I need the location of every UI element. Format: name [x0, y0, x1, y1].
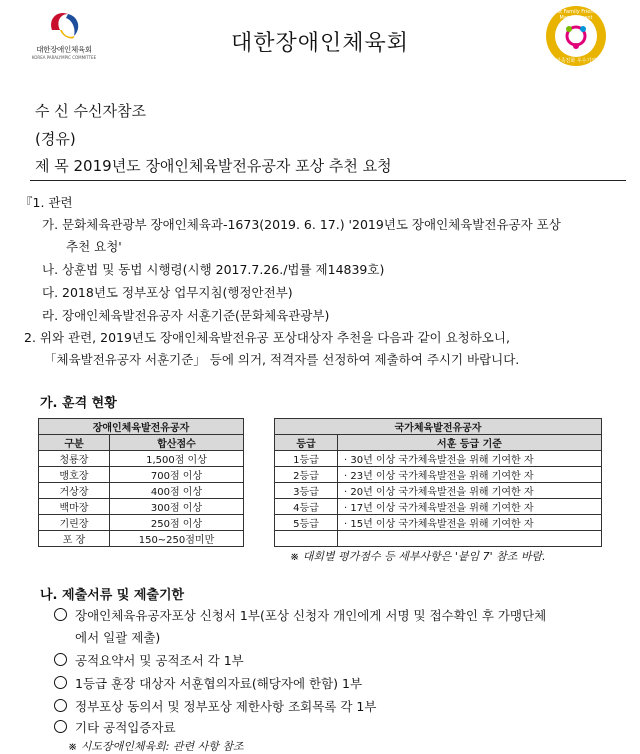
list-item-label: 기타 공적입증자료 [75, 720, 176, 735]
para2-line1: 2. 위와 관련, 2019년도 장애인체육발전유공 포상대상자 추천을 다음과 같이 요청하오니, [24, 330, 510, 345]
list-item-label: 장애인체육유공자포상 신청서 1부(포상 신청자 개인에게 서명 및 접수확인 후 가맹단체 [75, 608, 547, 623]
table-cell: 맹호장 [39, 467, 110, 483]
table-row [275, 451, 602, 467]
family-friendly-logo [545, 5, 607, 67]
table-cell: · 15년 이상 국가체육발전을 위해 기여한 자 [338, 515, 602, 531]
list-item [54, 674, 362, 692]
recipient-line: 수 신 수신자참조 [35, 102, 146, 120]
table-cell: · 20년 이상 국가체육발전을 위해 기여한 자 [338, 483, 602, 499]
table-row [39, 499, 244, 515]
via-line: (경유) [35, 130, 76, 148]
section-a-title: 가. 훈격 현황 [40, 396, 117, 411]
circle-bullet-icon [54, 653, 67, 666]
table-para-sport-merit [38, 418, 244, 547]
ref-b: 나. 상훈법 및 동법 시행령(시행 2017.7.26./법률 제14839호) [42, 262, 385, 277]
table-row [39, 531, 244, 547]
table-cell: 백마장 [39, 499, 110, 515]
table2-header: 서훈 등급 기준 [338, 435, 602, 451]
table-row [275, 531, 602, 547]
list-item [54, 718, 176, 736]
table-cell: 5등급 [275, 515, 338, 531]
table-national-sport-merit [274, 418, 602, 547]
ref-a-line2: 추천 요청' [66, 239, 122, 254]
list-item [54, 697, 376, 715]
table-cell: · 17년 이상 국가체육발전을 위해 기여한 자 [338, 499, 602, 515]
table-cell: 250점 이상 [110, 515, 244, 531]
table-cell: 거상장 [39, 483, 110, 499]
para2-line2: 「체육발전유공자 서훈기준」 등에 의거, 적격자를 선정하여 제출하여 주시기 바랍니다. [44, 352, 520, 367]
right-logo-text: Best Family Friendly Management [550, 9, 602, 21]
circle-bullet-icon [54, 608, 67, 621]
table-cell: · 23년 이상 국가체육발전을 위해 기여한 자 [338, 467, 602, 483]
table-cell: 400점 이상 [110, 483, 244, 499]
table-cell: 1,500점 이상 [110, 451, 244, 467]
ref-a-line1: 가. 문화체육관광부 장애인체육과-1673(2019. 6. 17.) '2019년도 장애인체육발전유공자 포상 [42, 217, 561, 232]
table1-header: 구분 [39, 435, 110, 451]
circle-bullet-icon [54, 720, 67, 733]
table-row [39, 515, 244, 531]
table-row [275, 483, 602, 499]
table-row [39, 483, 244, 499]
table-cell: 4등급 [275, 499, 338, 515]
table-cell: 포 장 [39, 531, 110, 547]
list-item-label: 공적요약서 및 공적조서 각 1부 [75, 653, 244, 668]
table-cell: 2등급 [275, 467, 338, 483]
subject-line: 제 목 2019년도 장애인체육발전유공자 포상 추천 요청 [35, 157, 392, 175]
section-b-note: ※ 시도장애인체육회: 관련 사항 참조 [68, 740, 244, 753]
table-cell [275, 531, 338, 547]
table-cell: 청룡장 [39, 451, 110, 467]
table-cell: 1등급 [275, 451, 338, 467]
table-cell: 3등급 [275, 483, 338, 499]
list-item-label: 정부포상 동의서 및 정부포상 제한사항 조회목록 각 1부 [75, 699, 377, 714]
table-cell: 700점 이상 [110, 467, 244, 483]
section-b-title: 나. 제출서류 및 제출기한 [40, 588, 185, 603]
ref-d: 라. 장애인체육발전유공자 서훈기준(문화체육관광부) [42, 308, 330, 323]
table-row [275, 499, 602, 515]
list-item-continuation: 에서 일괄 제출) [75, 630, 161, 645]
table-row [275, 515, 602, 531]
table-cell: 기린장 [39, 515, 110, 531]
left-logo-caption: 대한장애인체육회 [36, 45, 92, 54]
table-row [39, 467, 244, 483]
ref-c: 다. 2018년도 정부포상 업무지침(행정안전부) [42, 285, 293, 300]
table-row [275, 467, 602, 483]
table2-title: 국가체육발전유공자 [275, 419, 602, 435]
section-a-note: ※ 대회별 평가점수 등 세부사항은 '붙임 7' 참조 바람. [290, 550, 546, 563]
table-row [39, 451, 244, 467]
list-item [54, 651, 244, 669]
right-logo-sub: 가족친화 우수기업 [555, 58, 597, 64]
list-item-label: 1등급 훈장 대상자 서훈협의자료(해당자에 한함) 1부 [75, 676, 363, 691]
table2-header: 등급 [275, 435, 338, 451]
table1-header: 합산점수 [110, 435, 244, 451]
circle-bullet-icon [54, 676, 67, 689]
circle-bullet-icon [54, 699, 67, 712]
left-logo-subcaption: KOREA PARALYMPIC COMMITTEE [31, 55, 97, 60]
divider [30, 180, 626, 181]
related-heading: 『1. 관련 [20, 195, 73, 210]
table-cell: · 30년 이상 국가체육발전을 위해 기여한 자 [338, 451, 602, 467]
table-cell [338, 531, 602, 547]
page-title: 대한장애인체육회 [230, 31, 410, 56]
list-item [54, 606, 546, 624]
table-cell: 300점 이상 [110, 499, 244, 515]
table1-title: 장애인체육발전유공자 [39, 419, 244, 435]
table-cell: 150~250점미만 [110, 531, 244, 547]
